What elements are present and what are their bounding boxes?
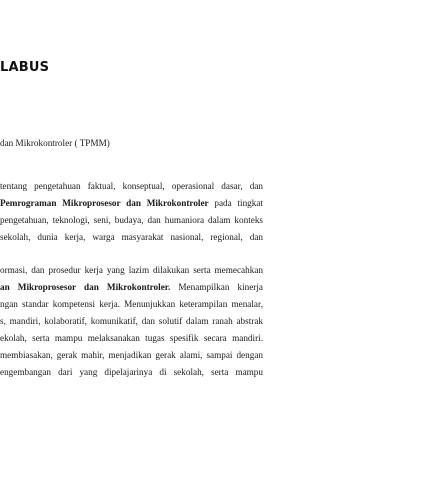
- paragraph2-line-7: engembangan dari yang dipelajarinya di sekolah, serta mampu: [0, 367, 263, 377]
- paragraph1-line-3: pengetahuan, teknologi, seni, budaya, dan humaniora dalam konteks: [0, 215, 263, 225]
- page-title: LABUS: [0, 60, 50, 75]
- subject-line: dan Mikrokontroler ( TPMM): [0, 138, 110, 148]
- paragraph1-bold-text: Pemrograman Mikroprosesor dan Mikrokontroler: [0, 198, 209, 208]
- paragraph1-line-2: [0, 197, 263, 209]
- paragraph2-line-4: s, mandiri, kolaboratif, komunikatif, dan solutif dalam ranah abstrak: [0, 316, 263, 326]
- paragraph2-line-5: ekolah, serta mampu melaksanakan tugas spesifik secara mandiri.: [0, 333, 263, 343]
- paragraph2-line-1: ormasi, dan prosedur kerja yang lazim dilakukan serta memecahkan: [0, 265, 263, 275]
- paragraph1-line-2-rest: pada tingkat: [208, 198, 263, 208]
- paragraph2-line-2: [0, 281, 263, 293]
- paragraph2-line-6: membiasakan, gerak mahir, menjadikan gerak alami, sampai dengan: [0, 350, 263, 360]
- paragraph2-bold-text: an Mikroprosesor dan Mikrokontroler.: [0, 282, 171, 292]
- paragraph2-line-3: ngan standar kompetensi kerja. Menunjukkan keterampilan menalar,: [0, 299, 263, 309]
- paragraph2-line-2-rest: Menampilkan kinerja: [170, 282, 263, 292]
- paragraph1-line-4: sekolah, dunia kerja, warga masyarakat nasional, regional, dan: [0, 232, 263, 242]
- paragraph1-line-1: tentang pengetahuan faktual, konseptual, operasional dasar, dan: [0, 181, 263, 191]
